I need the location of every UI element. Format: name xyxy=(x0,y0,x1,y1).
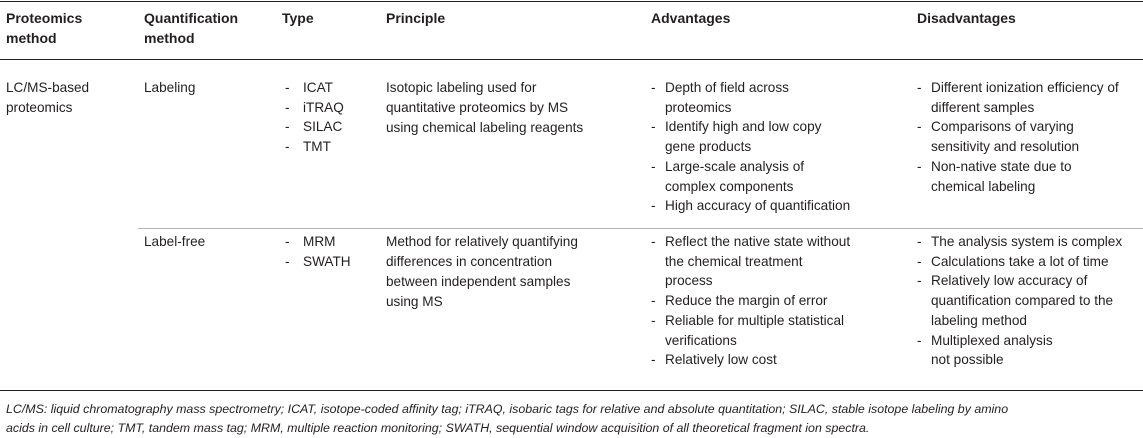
principle-line: quantitative proteomics by MS xyxy=(386,100,569,115)
principle-labeling xyxy=(386,78,583,138)
advantage-line: proteomics xyxy=(665,99,732,115)
dash: - xyxy=(917,332,922,348)
header-advantages: Advantages xyxy=(651,10,731,26)
advantage-item xyxy=(651,350,850,370)
disadvantages-list-labeling xyxy=(917,78,1119,196)
header-principle: Principle xyxy=(386,10,446,26)
quantification-labeling: Labeling xyxy=(144,80,196,95)
principle-line: Isotopic labeling used for xyxy=(386,80,537,95)
type-text: SWATH xyxy=(303,253,351,269)
advantage-line: Reliable for multiple statistical xyxy=(665,312,845,328)
dash: - xyxy=(651,234,656,249)
type-item xyxy=(285,137,344,157)
dash: - xyxy=(285,253,290,269)
principle-label-free xyxy=(386,232,578,312)
type-text: MRM xyxy=(303,234,336,249)
header-line: method xyxy=(144,30,195,46)
advantage-line: process xyxy=(665,273,713,289)
principle-line: using chemical labeling reagents xyxy=(386,120,584,135)
advantage-line: High accuracy of quantification xyxy=(665,198,851,214)
advantage-item xyxy=(651,157,850,196)
disadvantage-line: Non-native state due to xyxy=(931,158,1072,174)
type-list-label-free xyxy=(285,232,351,271)
dash: - xyxy=(285,99,290,115)
dash: - xyxy=(285,234,290,249)
disadvantage-item xyxy=(917,232,1122,252)
disadvantage-item xyxy=(917,271,1122,330)
dash: - xyxy=(285,139,290,155)
principle-line: Method for relatively quantifying xyxy=(386,234,578,249)
disadvantage-item xyxy=(917,331,1122,370)
dash: - xyxy=(917,273,922,289)
dash: - xyxy=(917,158,922,174)
dash: - xyxy=(651,352,656,368)
dash: - xyxy=(651,158,656,174)
advantage-line: Reduce the margin of error xyxy=(665,293,828,309)
disadvantage-item xyxy=(917,117,1119,156)
header-line: Proteomics xyxy=(6,10,83,26)
disadvantage-line: Multiplexed analysis xyxy=(931,332,1053,348)
dash: - xyxy=(917,119,922,135)
method-label-line: LC/MS-based xyxy=(6,80,90,95)
principle-line: differences in concentration xyxy=(386,254,552,269)
method-label-line: proteomics xyxy=(6,100,73,115)
type-list-labeling xyxy=(285,78,344,157)
advantage-item xyxy=(651,311,850,350)
dash: - xyxy=(285,119,290,135)
dash: - xyxy=(285,80,290,95)
dash: - xyxy=(651,119,656,135)
type-text: SILAC xyxy=(303,119,343,135)
dash: - xyxy=(917,80,922,95)
header-line: Quantification xyxy=(144,10,239,26)
type-item xyxy=(285,117,344,137)
advantage-item xyxy=(651,291,850,311)
disadvantage-item xyxy=(917,157,1119,196)
disadvantage-line: chemical labeling xyxy=(931,178,1036,194)
type-item xyxy=(285,98,344,118)
principle-line: between independent samples xyxy=(386,274,571,289)
disadvantage-item xyxy=(917,78,1119,117)
disadvantage-line: Comparisons of varying xyxy=(931,119,1074,135)
dash: - xyxy=(917,234,922,249)
advantage-line: Reflect the native state without xyxy=(665,234,851,249)
advantage-line: verifications xyxy=(665,332,737,348)
header-disadvantages: Disadvantages xyxy=(917,10,1016,26)
header-type: Type xyxy=(282,10,314,26)
dash: - xyxy=(651,293,656,309)
disadvantage-line: different samples xyxy=(931,99,1035,115)
advantage-item xyxy=(651,117,850,156)
dash: - xyxy=(651,80,656,95)
advantage-line: Depth of field across xyxy=(665,80,789,95)
disadvantage-line: sensitivity and resolution xyxy=(931,139,1080,155)
advantage-line: Large-scale analysis of xyxy=(665,158,805,174)
advantage-line: gene products xyxy=(665,139,752,155)
header-quantification-method xyxy=(144,8,238,48)
disadvantage-line: Calculations take a lot of time xyxy=(931,253,1109,269)
method-label xyxy=(6,78,89,118)
table-footnote xyxy=(6,400,1141,438)
disadvantage-item xyxy=(917,252,1122,272)
type-text: ICAT xyxy=(303,80,333,95)
footnote-line: LC/MS: liquid chromatography mass spectrometry; ICAT, isotope-coded affinity tag; iTRAQ, isobaric tags for relative and absolute quantitation; SILAC, stable isotope labeling by amino xyxy=(6,402,1009,416)
quantification-label-free: Label-free xyxy=(144,234,206,249)
footnote-line: acids in cell culture; TMT, tandem mass tag; MRM, multiple reaction monitoring; SWATH, sequential window acquisition of all theoretical fragment ion spectra. xyxy=(6,421,870,435)
disadvantage-line: quantification compared to the xyxy=(931,293,1114,309)
disadvantages-list-label-free xyxy=(917,232,1122,370)
header-proteomics-method xyxy=(6,8,82,48)
disadvantage-line: Different ionization efficiency of xyxy=(931,80,1119,95)
dash: - xyxy=(651,198,656,214)
row-separator xyxy=(138,228,1143,229)
advantages-list-labeling xyxy=(651,78,850,216)
advantage-item xyxy=(651,78,850,117)
disadvantage-line: labeling method xyxy=(931,312,1027,328)
disadvantage-line: Relatively low accuracy of xyxy=(931,273,1088,289)
principle-line: using MS xyxy=(386,294,443,309)
advantage-line: complex components xyxy=(665,178,794,194)
advantage-line: the chemical treatment xyxy=(665,253,803,269)
dash: - xyxy=(917,253,922,269)
advantage-item xyxy=(651,196,850,216)
disadvantage-line: not possible xyxy=(931,352,1004,368)
advantages-list-label-free xyxy=(651,232,850,370)
type-item xyxy=(285,78,344,98)
advantage-line: Identify high and low copy xyxy=(665,119,822,135)
table-bottom-rule xyxy=(0,390,1143,391)
type-item xyxy=(285,232,351,252)
advantage-line: Relatively low cost xyxy=(665,352,777,368)
header-line: method xyxy=(6,30,57,46)
table-top-rule xyxy=(0,1,1143,2)
advantage-item xyxy=(651,232,850,291)
type-text: TMT xyxy=(303,139,331,155)
header-bottom-rule xyxy=(0,59,1143,60)
type-text: iTRAQ xyxy=(303,99,344,115)
dash: - xyxy=(651,312,656,328)
type-item xyxy=(285,252,351,272)
disadvantage-line: The analysis system is complex xyxy=(931,234,1123,249)
